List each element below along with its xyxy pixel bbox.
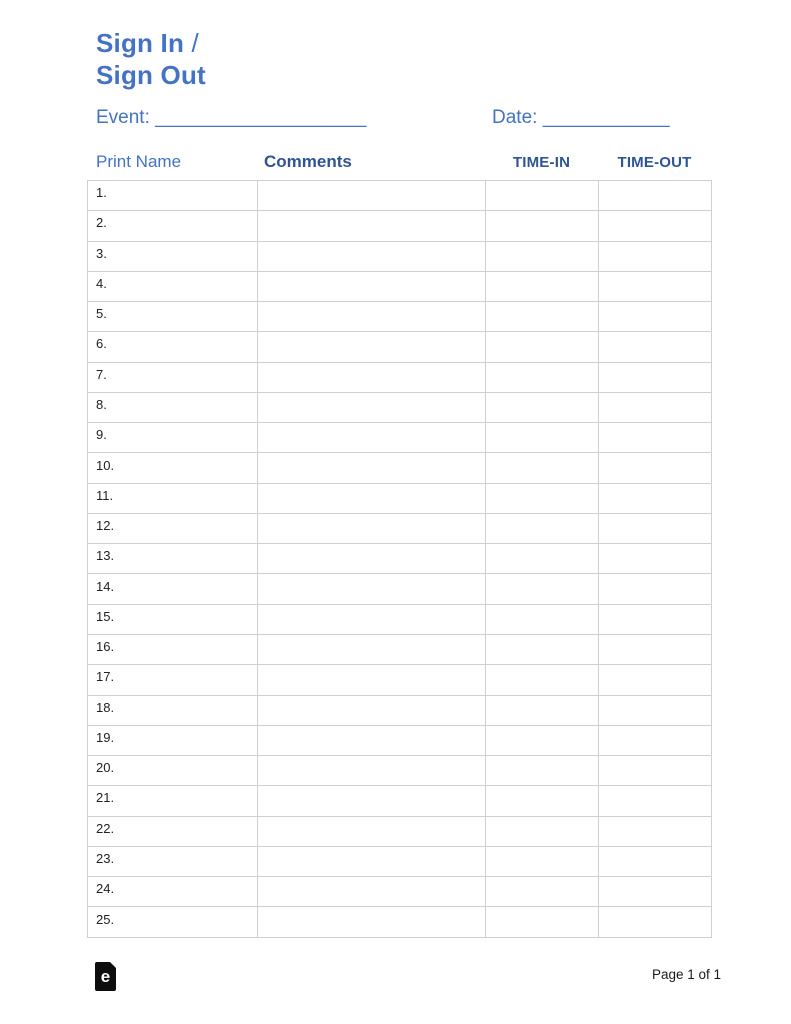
row-number-cell: 2. [88,211,258,241]
time-out-cell [599,816,712,846]
date-blank-line: ____________ [542,107,670,128]
time-in-cell [486,271,599,301]
table-row [88,604,712,634]
row-number-cell: 19. [88,725,258,755]
time-out-cell [599,634,712,664]
comments-cell [258,846,486,876]
row-number-cell: 23. [88,846,258,876]
table-row [88,634,712,664]
time-in-cell [486,513,599,543]
time-out-cell [599,695,712,725]
comments-cell [258,241,486,271]
time-out-cell [599,181,712,211]
row-number-cell: 17. [88,665,258,695]
time-out-cell [599,241,712,271]
row-number-cell: 1. [88,181,258,211]
time-in-cell [486,544,599,574]
table-row [88,211,712,241]
time-in-cell [486,816,599,846]
comments-cell [258,574,486,604]
row-number-cell: 11. [88,483,258,513]
row-number-cell: 3. [88,241,258,271]
time-in-cell [486,574,599,604]
table-row [88,907,712,938]
page-title-line1: Sign In / [96,28,199,58]
table-column-headers [0,152,791,176]
time-in-cell [486,846,599,876]
header-print-name: Print Name [96,152,182,171]
table-row [88,695,712,725]
comments-cell [258,453,486,483]
table-row [88,846,712,876]
row-number-cell: 13. [88,544,258,574]
table-row [88,483,712,513]
comments-cell [258,786,486,816]
comments-cell [258,423,486,453]
time-in-cell [486,665,599,695]
table-row [88,877,712,907]
eforms-logo-icon [95,962,116,991]
time-in-cell [486,604,599,634]
row-number-cell: 24. [88,877,258,907]
date-field [492,107,670,129]
table-row [88,574,712,604]
time-out-cell [599,211,712,241]
row-number-cell: 20. [88,756,258,786]
time-out-cell [599,423,712,453]
date-label: Date: [492,107,543,128]
header-time-out: TIME-OUT [617,154,692,171]
row-number-cell: 7. [88,362,258,392]
comments-cell [258,392,486,422]
event-field [96,107,367,129]
comments-cell [258,907,486,938]
table-row [88,786,712,816]
time-out-cell [599,907,712,938]
table-row [88,302,712,332]
table-row [88,181,712,211]
page-title [96,27,206,91]
time-out-cell [599,786,712,816]
time-in-cell [486,483,599,513]
time-out-cell [599,604,712,634]
time-out-cell [599,362,712,392]
row-number-cell: 12. [88,513,258,543]
comments-cell [258,695,486,725]
event-blank-line: ____________________ [155,107,367,128]
comments-cell [258,362,486,392]
table-row [88,241,712,271]
time-in-cell [486,877,599,907]
time-out-cell [599,453,712,483]
time-out-cell [599,665,712,695]
comments-cell [258,634,486,664]
time-out-cell [599,877,712,907]
page-number-label: Page 1 of 1 [652,967,722,982]
time-in-cell [486,907,599,938]
row-number-cell: 8. [88,392,258,422]
time-in-cell [486,786,599,816]
time-in-cell [486,423,599,453]
table-row [88,423,712,453]
row-number-cell: 15. [88,604,258,634]
time-in-cell [486,181,599,211]
table-row [88,725,712,755]
time-in-cell [486,211,599,241]
row-number-cell: 5. [88,302,258,332]
table-row [88,271,712,301]
row-number-cell: 14. [88,574,258,604]
table-row [88,816,712,846]
table-row [88,362,712,392]
header-time-in: TIME-IN [512,154,571,171]
comments-cell [258,211,486,241]
comments-cell [258,604,486,634]
table-row [88,513,712,543]
table-row [88,453,712,483]
time-out-cell [599,544,712,574]
time-in-cell [486,241,599,271]
time-out-cell [599,483,712,513]
table-row [88,332,712,362]
time-out-cell [599,574,712,604]
time-out-cell [599,332,712,362]
row-number-cell: 4. [88,271,258,301]
time-in-cell [486,302,599,332]
time-in-cell [486,362,599,392]
row-number-cell: 21. [88,786,258,816]
time-out-cell [599,302,712,332]
row-number-cell: 16. [88,634,258,664]
table-row [88,392,712,422]
row-number-cell: 6. [88,332,258,362]
logo-letter: e [100,967,111,986]
time-in-cell [486,453,599,483]
row-number-cell: 10. [88,453,258,483]
comments-cell [258,332,486,362]
row-number-cell: 22. [88,816,258,846]
header-comments: Comments [264,152,352,171]
comments-cell [258,513,486,543]
sign-in-table [87,180,712,938]
time-out-cell [599,846,712,876]
comments-cell [258,483,486,513]
time-in-cell [486,634,599,664]
sign-in-table-body [88,181,712,938]
comments-cell [258,544,486,574]
time-in-cell [486,756,599,786]
time-in-cell [486,392,599,422]
time-in-cell [486,725,599,755]
comments-cell [258,725,486,755]
table-row [88,544,712,574]
row-number-cell: 25. [88,907,258,938]
comments-cell [258,877,486,907]
time-out-cell [599,271,712,301]
row-number-cell: 18. [88,695,258,725]
page-title-line2: Sign Out [96,60,206,90]
time-in-cell [486,695,599,725]
table-row [88,665,712,695]
time-in-cell [486,332,599,362]
table-row [88,756,712,786]
comments-cell [258,665,486,695]
comments-cell [258,816,486,846]
time-out-cell [599,756,712,786]
comments-cell [258,181,486,211]
comments-cell [258,271,486,301]
time-out-cell [599,725,712,755]
event-date-row [0,107,791,135]
time-out-cell [599,513,712,543]
comments-cell [258,756,486,786]
row-number-cell: 9. [88,423,258,453]
time-out-cell [599,392,712,422]
event-label: Event: [96,107,156,128]
comments-cell [258,302,486,332]
